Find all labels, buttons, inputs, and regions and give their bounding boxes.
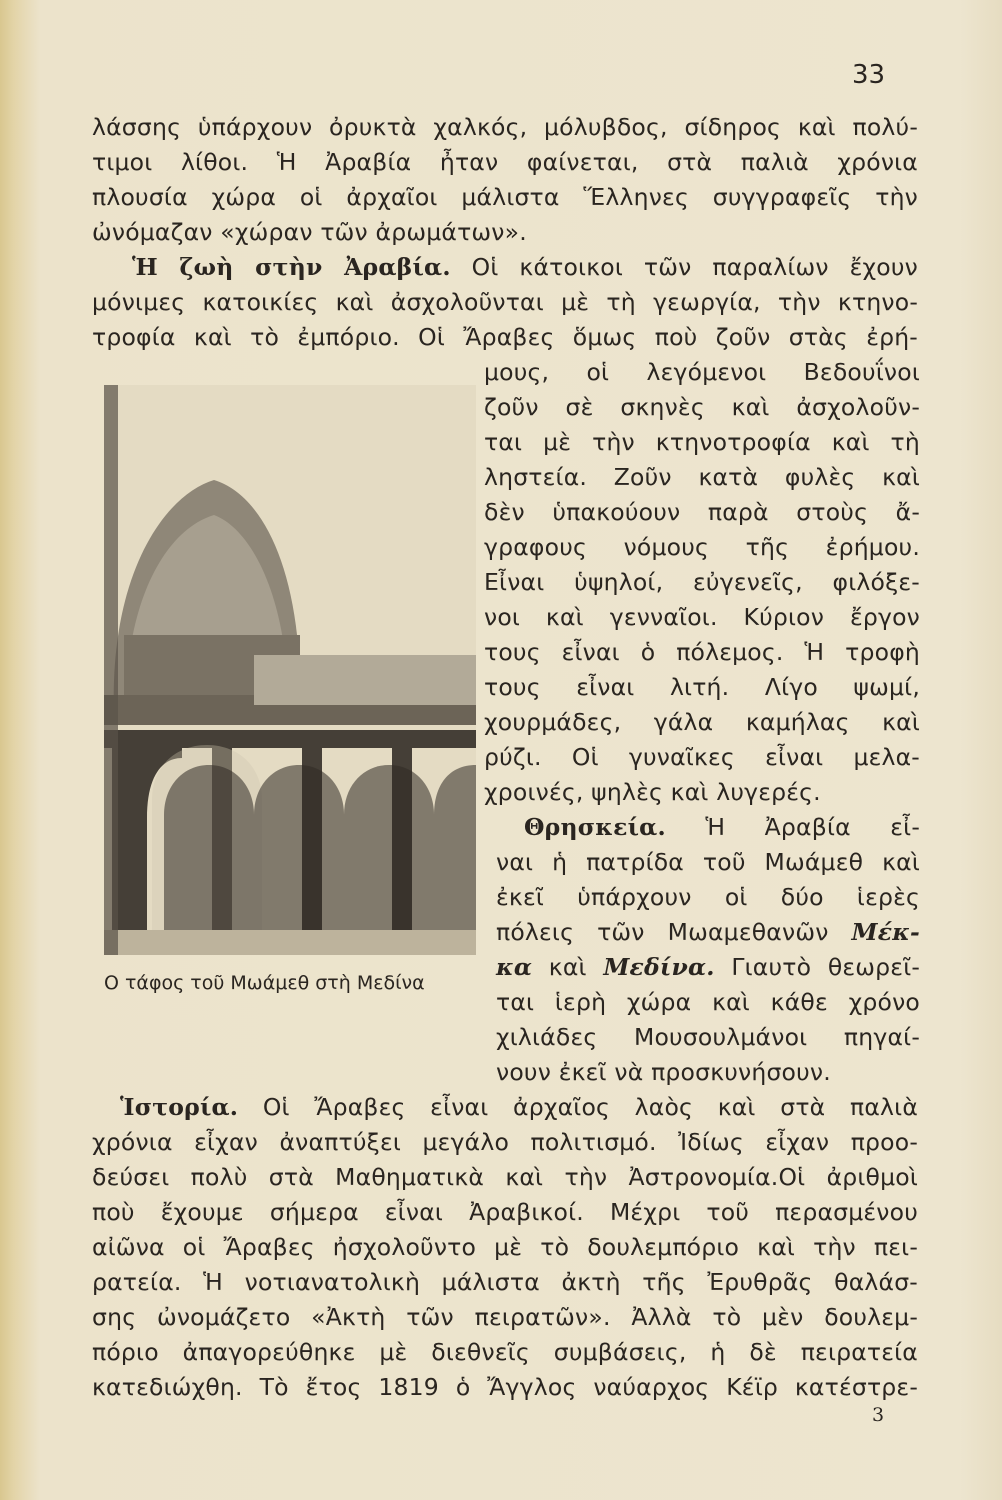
text-line: Οἱ κάτοικοι τῶν παραλίων ἔχουν [471,253,918,281]
heading-religion: Θρησκεία. [524,813,666,841]
column-line: Εἶναι ὑψηλοί, εὐγενεῖς, φιλόξε- [484,568,920,596]
paragraph-life [132,252,918,282]
place-mecca-end: κα [496,953,533,981]
column-line: νοι καὶ γενναῖοι. Κύριον ἔργον [484,603,920,631]
figure-caption: Ο τάφος τοῦ Μωάμεθ στὴ Μεδίνα [104,972,425,994]
column-line: Γιαυτὸ θεωρεῖ- [731,953,921,981]
text-line: κατεδιώχθη. Τὸ ἔτος 1819 ὁ Ἄγγλος ναύαρχος Κέϊρ κατέστρε- [92,1373,918,1401]
page-number: 33 [852,60,886,90]
text-line: πόριο ἀπαγορεύθηκε μὲ διεθνεῖς συμβάσεις, ἡ δὲ πειρατεία [92,1338,918,1366]
heading-history: Ἱστορία. [120,1093,239,1121]
column-line-mecca [496,917,920,947]
text-line: ρατεία. Ἡ νοτιανατολικὴ μάλιστα ἀκτὴ τῆς Ἐρυθρᾶς θαλάσ- [92,1268,918,1296]
text-line: Οἱ Ἄραβες εἶναι ἀρχαῖος λαὸς καὶ στὰ παλιὰ [262,1093,919,1121]
column-line: τους εἶναι ὁ πόλεμος. Ἡ τροφὴ [484,638,920,666]
mosque-courtyard-photo [104,385,476,955]
column-line: ται μὲ τὴν κτηνοτροφία καὶ τὴ [484,428,920,456]
text-line: αἰῶνα οἱ Ἄραβες ἠσχολοῦντο μὲ τὸ δουλεμπόριο καὶ τὴν πει- [92,1233,918,1261]
column-line: χιλιάδες Μουσουλμάνοι πηγαί- [496,1023,920,1051]
column-line: πόλεις τῶν Μωαμεθανῶν [496,918,829,946]
column-line: τους εἶναι λιτή. Λίγο ψωμί, [484,673,920,701]
text-line: χρόνια εἶχαν ἀναπτύξει μεγάλο πολιτισμό. Ἰδίως εἶχαν προο- [92,1128,918,1156]
column-line: ἐκεῖ ὑπάρχουν οἱ δύο ἱερὲς [496,883,920,911]
column-line: ζοῦν σὲ σκηνὲς καὶ ἀσχολοῦν- [484,393,920,421]
place-mecca: Μέκ- [851,918,920,946]
column-line: δὲν ὑπακούουν παρὰ στοὺς ἄ- [484,498,920,526]
text-line: δεύσει πολὺ στὰ Μαθηματικὰ καὶ τὴν Ἀστρονομία.Οἱ ἀριθμοὶ [92,1163,918,1191]
column-line: ναι ἡ πατρίδα τοῦ Μωάμεθ καὶ [496,848,920,876]
column-line: μους, οἱ λεγόμενοι Βεδουΐνοι [484,358,920,386]
column-line: Ἡ Ἀραβία εἶ- [705,813,920,841]
text-line: λάσσης ὑπάρχουν ὀρυκτὰ χαλκός, μόλυβδος, σίδηρος καὶ πολύ- [92,113,918,141]
conjunction: καὶ [548,953,587,981]
signature-mark: 3 [872,1404,885,1426]
column-line: ται ἱερὴ χώρα καὶ κάθε χρόνο [496,988,920,1016]
text-line: ποὺ ἔχουμε σήμερα εἶναι Ἀραβικοί. Μέχρι τοῦ περασμένου [92,1198,918,1226]
column-line-medina [496,952,920,982]
text-line: πλουσία χώρα οἱ ἀρχαῖοι μάλιστα Ἕλληνες συγγραφεῖς τὴν [92,183,918,211]
text-line: ὠνόμαζαν «χώραν τῶν ἀρωμάτων». [92,218,527,246]
text-line: μόνιμες κατοικίες καὶ ἀσχολοῦνται μὲ τὴ γεωργία, τὴν κτηνο- [92,288,918,316]
text-line: τροφία καὶ τὸ ἐμπόριο. Οἱ Ἄραβες ὅμως ποὺ ζοῦν στὰς ἐρή- [92,323,918,351]
paragraph-history [120,1092,918,1122]
text-line: τιμοι λίθοι. Ἡ Ἀραβία ἦταν φαίνεται, στὰ παλιὰ χρόνια [92,148,918,176]
place-medina: Μεδίνα. [603,953,715,981]
column-line: νουν ἐκεῖ νὰ προσκυνήσουν. [496,1058,831,1086]
paragraph-religion [524,812,920,842]
column-line: γραφους νόμους τῆς ἐρήμου. [484,533,920,561]
column-line: χουρμάδες, γάλα καμήλας καὶ [484,708,920,736]
heading-life: Ἡ ζωὴ στὴν Ἀραβία. [132,253,451,281]
column-line: ληστεία. Ζοῦν κατὰ φυλὲς καὶ [484,463,920,491]
text-line: σης ὠνομάζετο «Ἀκτὴ τῶν πειρατῶν». Ἀλλὰ τὸ μὲν δουλεμ- [92,1303,918,1331]
column-line: ρύζι. Οἱ γυναῖκες εἶναι μελα- [484,743,920,771]
mosque-illustration [104,385,476,955]
column-line: χροινές, ψηλὲς καὶ λυγερές. [484,778,821,806]
